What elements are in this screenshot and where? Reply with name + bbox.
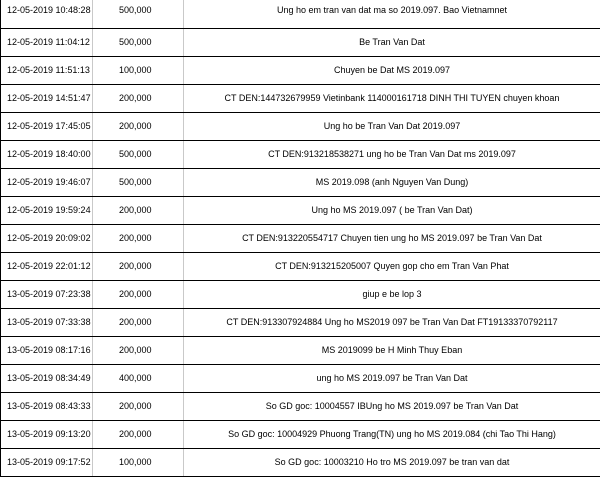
transaction-amount-cell: 200,000 <box>93 253 184 281</box>
table-row <box>1 113 600 141</box>
transaction-amount-cell: 100,000 <box>93 449 184 477</box>
transaction-description-cell: So GD goc: 10004557 IBUng ho MS 2019.097 be Tran Van Dat <box>184 393 600 421</box>
transaction-amount-cell: 200,000 <box>93 281 184 309</box>
transaction-description-cell: MS 2019099 be H Minh Thuy Eban <box>184 337 600 365</box>
table-row <box>1 281 600 309</box>
transaction-description-cell: CT DEN:913215205007 Quyen gop cho em Tran Van Phat <box>184 253 600 281</box>
transaction-date-cell: 13-05-2019 08:17:16 <box>1 337 93 365</box>
table-row <box>1 337 600 365</box>
table-row <box>1 365 600 393</box>
transaction-description-cell: Ung ho be Tran Van Dat 2019.097 <box>184 113 600 141</box>
table-row <box>1 449 600 477</box>
table-row <box>1 57 600 85</box>
transaction-description-cell: CT DEN:913218538271 ung ho be Tran Van Dat ms 2019.097 <box>184 141 600 169</box>
transaction-date-cell: 12-05-2019 22:01:12 <box>1 253 93 281</box>
transaction-description-cell: MS 2019.098 (anh Nguyen Van Dung) <box>184 169 600 197</box>
transaction-amount-cell: 500,000 <box>93 0 184 29</box>
transaction-amount-cell: 200,000 <box>93 421 184 449</box>
table-row <box>1 141 600 169</box>
transaction-date-cell: 13-05-2019 07:33:38 <box>1 309 93 337</box>
transaction-amount-cell: 200,000 <box>93 197 184 225</box>
transaction-date-cell: 13-05-2019 09:17:52 <box>1 449 93 477</box>
transaction-date-cell: 12-05-2019 14:51:47 <box>1 85 93 113</box>
transaction-amount-cell: 200,000 <box>93 393 184 421</box>
transaction-description-cell: Ung ho MS 2019.097 ( be Tran Van Dat) <box>184 197 600 225</box>
transaction-description-cell: ung ho MS 2019.097 be Tran Van Dat <box>184 365 600 393</box>
transaction-amount-cell: 200,000 <box>93 337 184 365</box>
table-row <box>1 85 600 113</box>
transaction-amount-cell: 200,000 <box>93 225 184 253</box>
transaction-description-cell: Be Tran Van Dat <box>184 29 600 57</box>
transaction-date-cell: 12-05-2019 17:45:05 <box>1 113 93 141</box>
transaction-date-cell: 12-05-2019 19:46:07 <box>1 169 93 197</box>
transaction-amount-cell: 200,000 <box>93 85 184 113</box>
transaction-description-cell: So GD goc: 10004929 Phuong Trang(TN) ung ho MS 2019.084 (chi Tao Thi Hang) <box>184 421 600 449</box>
transaction-date-cell: 12-05-2019 20:09:02 <box>1 225 93 253</box>
table-row <box>1 393 600 421</box>
transaction-amount-cell: 100,000 <box>93 57 184 85</box>
transaction-description-cell: giup e be lop 3 <box>184 281 600 309</box>
table-row <box>1 0 600 29</box>
table-row <box>1 225 600 253</box>
transaction-date-cell: 13-05-2019 08:43:33 <box>1 393 93 421</box>
table-row <box>1 169 600 197</box>
transaction-description-cell: Chuyen be Dat MS 2019.097 <box>184 57 600 85</box>
table-row <box>1 309 600 337</box>
table-row <box>1 197 600 225</box>
transaction-amount-cell: 500,000 <box>93 29 184 57</box>
table-row <box>1 253 600 281</box>
transaction-date-cell: 12-05-2019 10:48:28 <box>1 0 93 29</box>
table-row <box>1 29 600 57</box>
transaction-date-cell: 12-05-2019 19:59:24 <box>1 197 93 225</box>
transaction-description-cell: Ung ho em tran van dat ma so 2019.097. Bao Vietnamnet <box>184 0 600 29</box>
transaction-date-cell: 12-05-2019 18:40:00 <box>1 141 93 169</box>
transaction-date-cell: 13-05-2019 07:23:38 <box>1 281 93 309</box>
transaction-amount-cell: 500,000 <box>93 141 184 169</box>
transaction-amount-cell: 200,000 <box>93 113 184 141</box>
transaction-date-cell: 12-05-2019 11:04:12 <box>1 29 93 57</box>
transaction-description-cell: CT DEN:913307924884 Ung ho MS2019 097 be Tran Van Dat FT19133370792117 <box>184 309 600 337</box>
table-row <box>1 421 600 449</box>
transaction-date-cell: 13-05-2019 08:34:49 <box>1 365 93 393</box>
transaction-description-cell: CT DEN:144732679959 Vietinbank 114000161718 DINH THI TUYEN chuyen khoan <box>184 85 600 113</box>
transaction-date-cell: 12-05-2019 11:51:13 <box>1 57 93 85</box>
transaction-amount-cell: 200,000 <box>93 309 184 337</box>
transaction-date-cell: 13-05-2019 09:13:20 <box>1 421 93 449</box>
transaction-description-cell: CT DEN:913220554717 Chuyen tien ung ho MS 2019.097 be Tran Van Dat <box>184 225 600 253</box>
transaction-description-cell: So GD goc: 10003210 Ho tro MS 2019.097 be tran van dat <box>184 449 600 477</box>
transaction-amount-cell: 500,000 <box>93 169 184 197</box>
transaction-amount-cell: 400,000 <box>93 365 184 393</box>
